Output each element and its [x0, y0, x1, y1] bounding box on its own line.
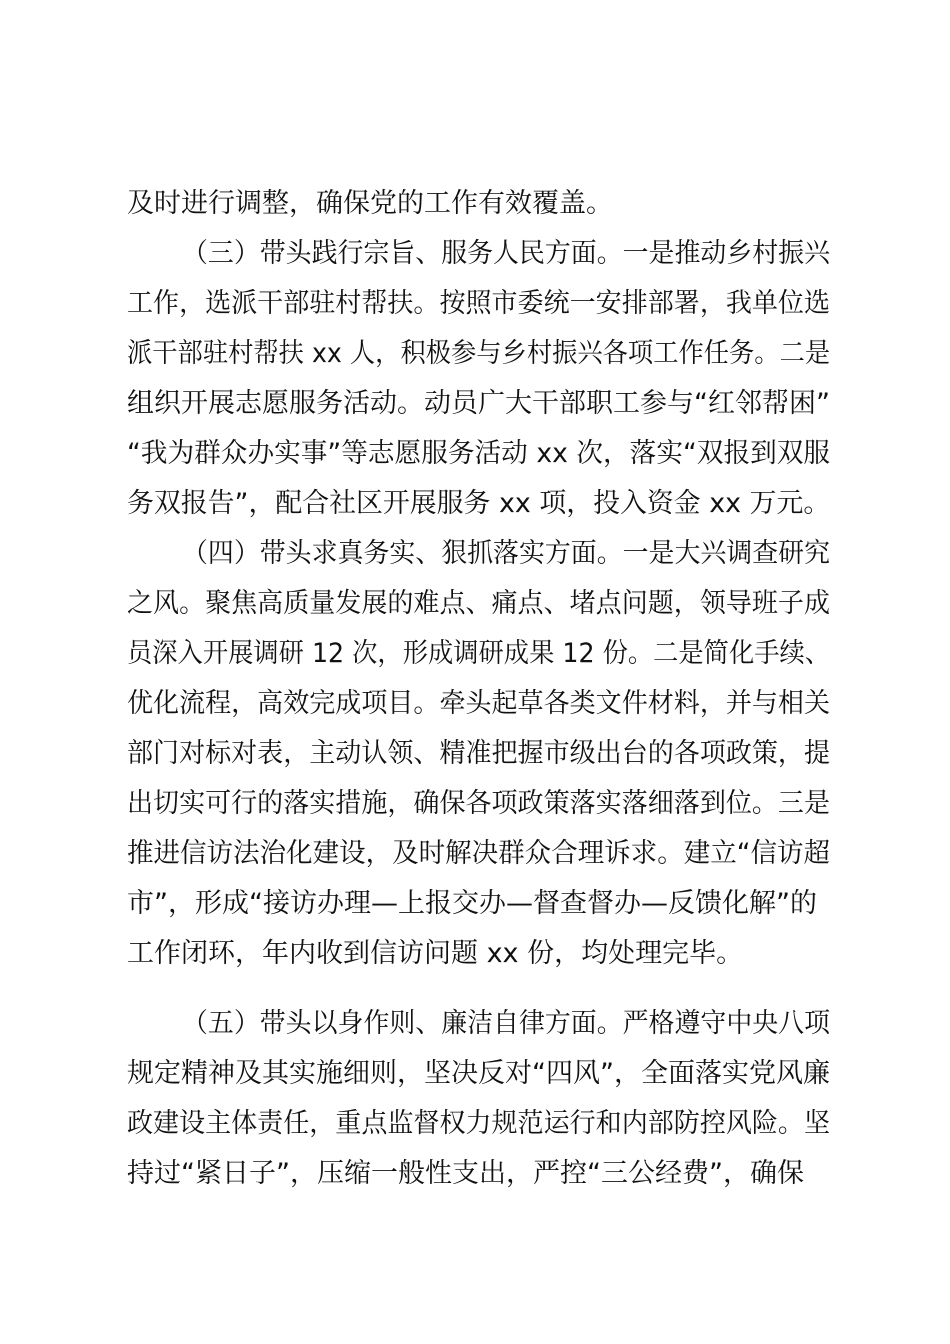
- text-line: 工作，选派干部驻村帮扶。按照市委统一安排部署，我单位选: [127, 288, 830, 319]
- section-heading-line: （四）带头求真务实、狠抓落实方面。一是大兴调查研究: [182, 538, 830, 569]
- text-line: 工作闭环，年内收到信访问题 xx 份，均处理完毕。: [127, 938, 744, 969]
- text-line: 之风。聚焦高质量发展的难点、痛点、堵点问题，领导班子成: [127, 588, 830, 619]
- text-line: 持过“紧日子”，压缩一般性支出，严控“三公经费”，确保: [127, 1158, 804, 1189]
- section-heading-line: （三）带头践行宗旨、服务人民方面。一是推动乡村振兴: [182, 238, 830, 269]
- text-line: 推进信访法治化建设，及时解决群众合理诉求。建立“信访超: [127, 838, 830, 869]
- text-line: “我为群众办实事”等志愿服务活动 xx 次，落实“双报到双服: [127, 438, 831, 469]
- text-line: 及时进行调整，确保党的工作有效覆盖。: [127, 188, 613, 219]
- text-line: 市”，形成“接访办理—上报交办—督查督办—反馈化解”的: [127, 888, 817, 919]
- text-line: 规定精神及其实施细则，坚决反对“四风”，全面落实党风廉: [127, 1058, 830, 1089]
- text-line: 政建设主体责任，重点监督权力规范运行和内部防控风险。坚: [127, 1108, 830, 1139]
- text-line: 务双报告”，配合社区开展服务 xx 项，投入资金 xx 万元。: [127, 488, 831, 519]
- text-line: 出切实可行的落实措施，确保各项政策落实落细落到位。三是: [127, 788, 830, 819]
- section-heading-line: （五）带头以身作则、廉洁自律方面。严格遵守中央八项: [182, 1008, 830, 1039]
- text-line: 派干部驻村帮扶 xx 人，积极参与乡村振兴各项工作任务。二是: [127, 338, 831, 369]
- text-line: 优化流程，高效完成项目。牵头起草各类文件材料，并与相关: [127, 688, 830, 719]
- text-line: 组织开展志愿服务活动。动员广大干部职工参与“红邻帮困”: [127, 388, 830, 419]
- text-line: 员深入开展调研 12 次，形成调研成果 12 份。二是简化手续、: [127, 638, 831, 669]
- text-line: 部门对标对表，主动认领、精准把握市级出台的各项政策，提: [127, 738, 830, 769]
